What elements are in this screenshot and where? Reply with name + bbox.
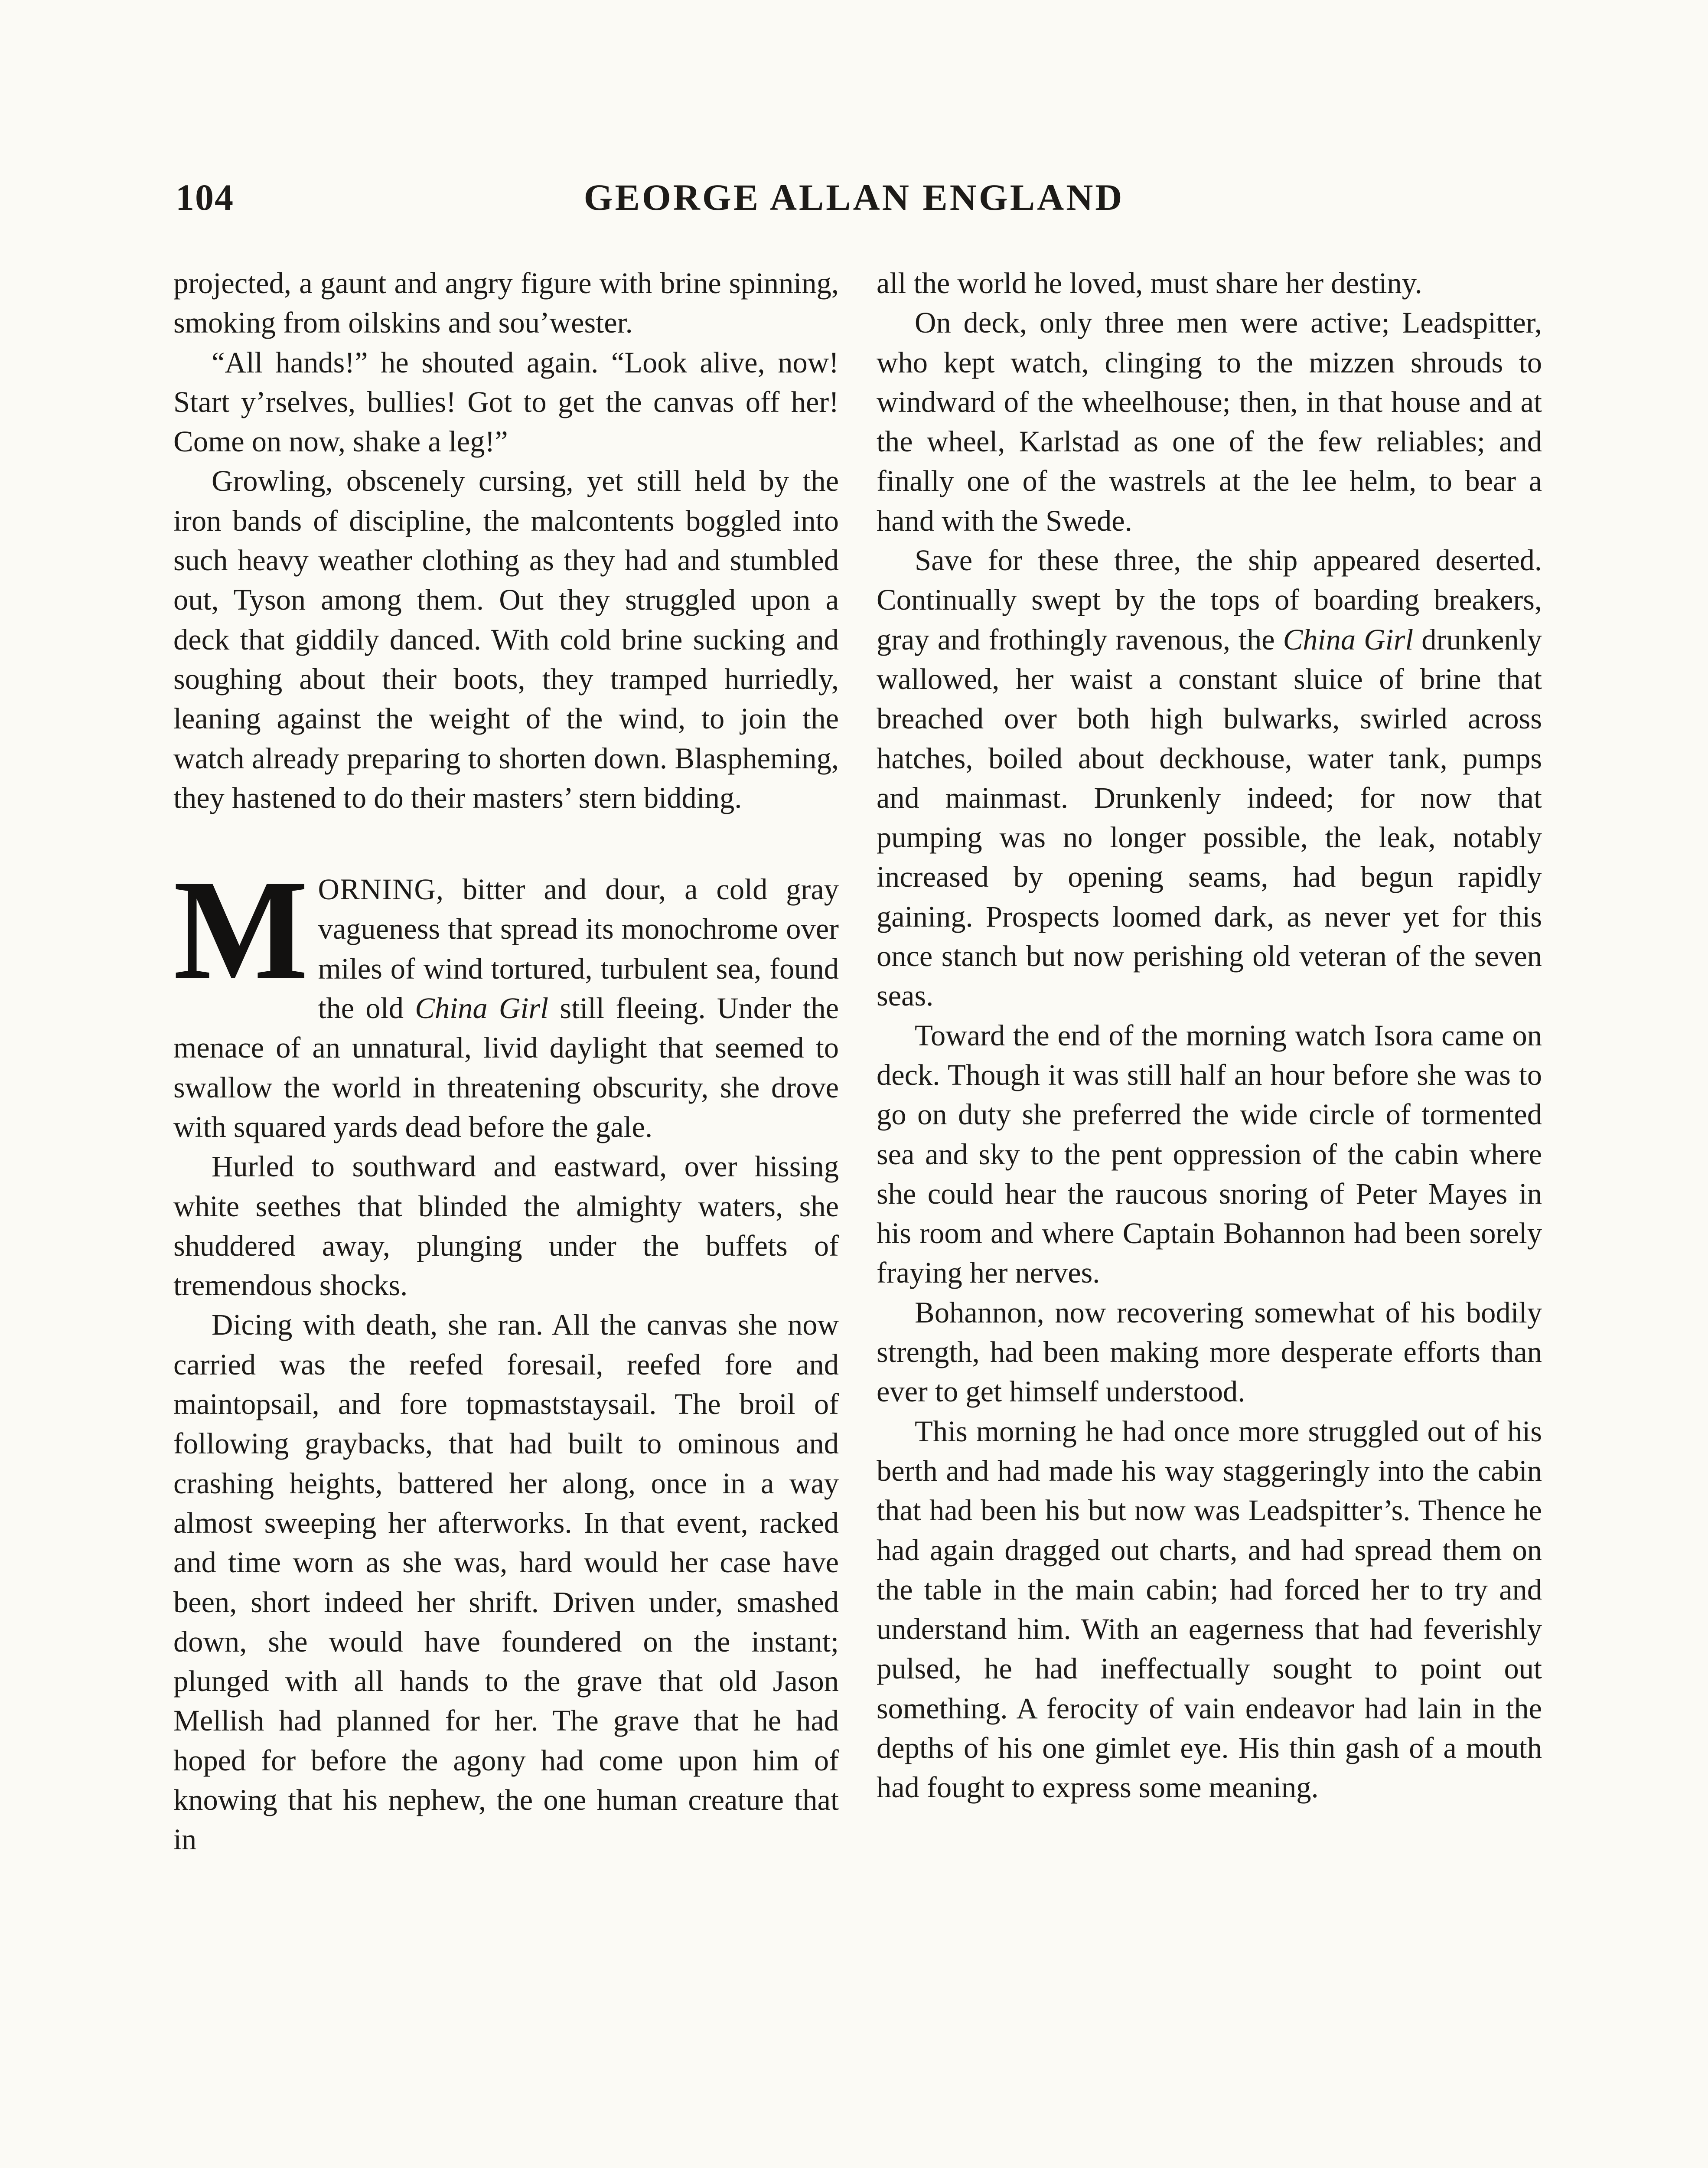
paragraph: Toward the end of the morning watch Isora came on deck. Though it was still half an hour before she was to go on duty she preferred the wide circle of tormented sea and sky to the pent oppression of the cabin where she could hear the raucous snoring of Peter Mayes in his room and where Captain Bohannon had been sorely fraying her nerves. [877, 1019, 1542, 1290]
right-column [877, 264, 1542, 1808]
paragraph: Hurled to southward and eastward, over hissing white seethes that blinded the almighty waters, she shuddered away, plunging under the buffets of tremendous shocks. [173, 1150, 839, 1302]
drop-cap: M [173, 851, 309, 1009]
paragraph-text: still fleeing. Under the menace of an unnatural, livid daylight that seemed to swallow the world in threatening obscurity, she drove with squared yards dead before the gale. [173, 992, 839, 1143]
left-column [173, 264, 839, 1860]
ship-name: China Girl [415, 992, 549, 1025]
ship-name: China Girl [1283, 623, 1414, 656]
paragraph: Dicing with death, she ran. All the canvas she now carried was the reefed foresail, reefed fore and maintopsail, and fore topmaststaysail. The broil of following graybacks, that had built to ominous and crashing heights, battered her along, once in a way almost sweeping her afterworks. In that event, racked and time worn as she was, hard would her case have been, short indeed her shrift. Driven under, smashed down, she would have foundered on the instant; plunged with all hands to the grave that old Jason Mellish had planned for her. The grave that he had hoped for before the agony had come upon him of knowing that his nephew, the one human creature that in [173, 1308, 839, 1856]
paragraph-text: bitter and dour, a cold gray vagueness that spread its monochrome over miles of wind tortured, turbulent sea, found the old [318, 873, 839, 1025]
running-head: GEORGE ALLAN ENGLAND [583, 176, 1125, 218]
paragraph: “All hands!” he shouted again. “Look alive, now! Start y’rselves, bullies! Got to get the canvas off her! Come on now, shake a leg!” [173, 346, 839, 458]
paragraph [877, 541, 1542, 1016]
lead-word: ORNING, [318, 873, 444, 906]
paragraph: all the world he loved, must share her destiny. [877, 267, 1422, 300]
paragraph: On deck, only three men were active; Leadspitter, who kept watch, clinging to the mizzen shrouds to windward of the wheelhouse; then, in that house and at the wheel, Karlstad as one of the few reliables; and finally one of the wastrels at the lee helm, to bear a hand with the Swede. [877, 306, 1542, 537]
paragraph: Bohannon, now recovering somewhat of his bodily strength, had been making more desperate efforts than ever to get himself understood. [877, 1296, 1542, 1408]
paragraph-text: drunkenly wallowed, her waist a constant sluice of brine that breached over both high bulwarks, swirled across hatches, boiled about deckhouse, water tank, pumps and mainmast. Drunkenly indeed; for now that pumping was no longer possible, the leak, notably increased by opening seams, had begun rapidly gaining. Prospects loomed dark, as never yet for this once stanch but now perishing old veteran of the seven seas. [877, 623, 1542, 1012]
paragraph: Growling, obscenely cursing, yet still held by the iron bands of discipline, the malcontents boggled into such heavy weather clothing as they had and stumbled out, Tyson among them. Out they struggled upon a deck that giddily danced. With cold brine sucking and soughing about their boots, they tramped hurriedly, leaning against the weight of the wind, to join the watch already preparing to shorten down. Blaspheming, they hastened to do their masters’ stern bidding. [173, 464, 839, 814]
page-header [171, 176, 1537, 223]
paragraph: This morning he had once more struggled out of his berth and had made his way staggeringly into the cabin that had been his but now was Leadspitter’s. Thence he had again dragged out charts, and had spread them on the table in the main cabin; had forced her to try and understand him. With an eagerness that had feverishly pulsed, he had ineffectually sought to point out something. A ferocity of vain endeavor had lain in the depths of his one gimlet eye. His thin gash of a mouth had fought to express some meaning. [877, 1414, 1542, 1804]
page-number: 104 [176, 176, 234, 218]
paragraph: projected, a gaunt and angry figure with brine spinning, smoking from oilskins and sou’wester. [173, 267, 839, 340]
section-opening-paragraph [173, 851, 839, 1147]
paragraph-text: Save for these three, the ship appeared deserted. Continually swept by the tops of boarding breakers, gray and frothingly ravenous, the [877, 544, 1542, 656]
